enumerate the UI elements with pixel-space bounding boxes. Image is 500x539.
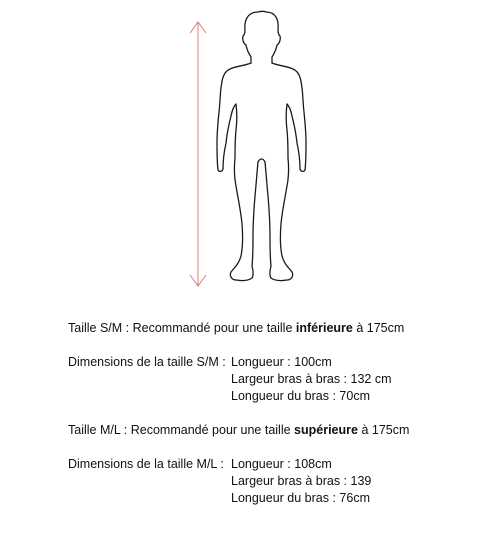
ml-dimensions [68,456,409,507]
ml-rec-prefix: Taille M/L : Recommandé pour une taille [68,423,295,437]
sm-rec-bold: inférieure [295,321,353,335]
ml-recommendation [68,422,409,439]
sm-longueur-bras: Longueur du bras : 70cm [231,389,370,403]
ml-rec-bold: supérieure [294,423,358,437]
sm-recommendation [68,320,409,337]
size-info [68,320,409,507]
ml-rec-suffix: à 175cm [357,423,410,437]
sm-rec-suffix: à 175cm [352,321,405,335]
sm-longueur: Longueur : 100cm [231,355,332,369]
sm-rec-prefix: Taille S/M : Recommandé pour une taille [68,321,296,335]
height-arrow-icon [190,22,206,286]
ml-dims-label: Dimensions de la taille M/L : [68,457,224,471]
human-silhouette-icon [217,11,306,280]
ml-longueur: Longueur : 108cm [231,457,332,471]
sm-dimensions [68,354,409,405]
sm-largeur: Largeur bras à bras : 132 cm [231,372,392,386]
ml-longueur-bras: Longueur du bras : 76cm [231,491,370,505]
sm-dims-label: Dimensions de la taille S/M : [68,355,226,369]
ml-largeur: Largeur bras à bras : 139 [231,474,372,488]
